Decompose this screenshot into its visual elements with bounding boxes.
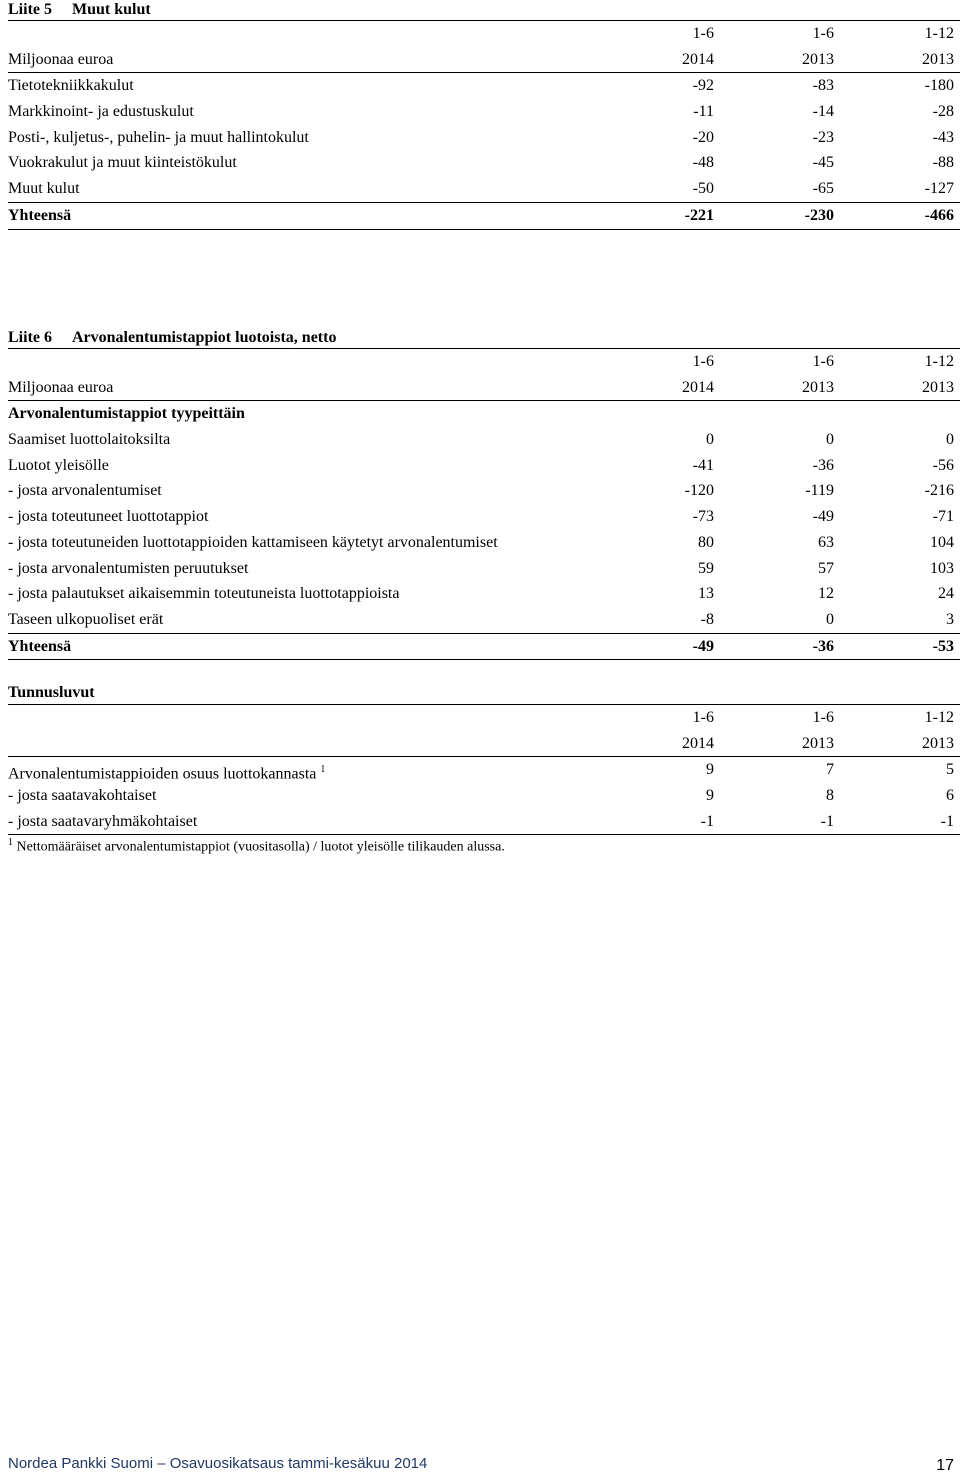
row-value: 5 [946,761,954,779]
table-row [8,150,960,176]
tunnusluvut-header-row-2 [8,731,960,758]
liite5-header-row-1 [8,21,960,47]
tunnusluvut-title: Tunnusluvut [8,682,960,705]
row-value: 57 [818,559,834,577]
row-value: -11 [693,103,714,121]
liite6-header-row-1 [8,349,960,375]
row-label: - josta saatavaryhmäkohtaiset [8,812,198,830]
row-label: - josta palautukset aikaisemmin toteutuneista luottotappioista [8,585,400,603]
row-value: 0 [946,431,954,449]
footnote-number: 1 [8,837,13,849]
row-label: Muut kulut [8,180,80,198]
liite6-unit-label: Miljoonaa euroa [8,378,114,396]
row-value: 8 [826,787,834,805]
tunnusluvut-header-row-1 [8,705,960,731]
total-value: -466 [924,206,954,224]
row-value: -83 [812,77,834,95]
table-row [8,99,960,125]
liite6-col3-period: 1-12 [924,353,954,370]
row-value: -14 [812,103,834,121]
row-label: - josta toteutuneet luottotappiot [8,508,209,526]
tunnusluvut-col2-period: 1-6 [812,709,834,726]
row-value: -56 [932,456,954,474]
table-row [8,530,960,556]
row-value: -49 [812,508,834,526]
liite5-number: Liite 5 [8,1,52,18]
total-label: Yhteensä [8,206,72,224]
footnote-text: Nettomääräiset arvonalentumistappiot (vuositasolla) / luotot yleisölle tilikauden alussa. [16,840,505,856]
row-value: 7 [826,761,834,779]
tunnusluvut-col3-year: 2013 [922,734,954,752]
liite5-unit-label: Miljoonaa euroa [8,50,114,68]
row-value: 24 [938,585,954,603]
footer-text: Nordea Pankki Suomi – Osavuosikatsaus tammi-kesäkuu 2014 [8,1455,428,1472]
row-value: 104 [930,533,954,551]
liite6-col1-period: 1-6 [692,353,714,370]
row-value: -50 [692,180,714,198]
tunnusluvut-col3-period: 1-12 [924,709,954,726]
table-row [8,757,960,783]
row-value: 6 [946,787,954,805]
table-row [8,556,960,582]
liite5-header-row-2 [8,47,960,74]
table-row [8,176,960,202]
row-value: 0 [706,431,714,449]
liite5-col3-period: 1-12 [924,25,954,42]
table-row [8,783,960,809]
row-value: -1 [820,812,834,830]
tunnusluvut-col1-year: 2014 [682,734,714,752]
row-label: Saamiset luottolaitoksilta [8,431,171,449]
liite6-col2-period: 1-6 [812,353,834,370]
total-value: -49 [692,637,714,655]
liite5-col2-period: 1-6 [812,25,834,42]
liite6-title-text: Arvonalentumistappiot luotoista, netto [72,329,337,346]
table-row [8,453,960,479]
table-row [8,607,960,633]
row-value: -1 [940,812,954,830]
liite5-total-row [8,202,960,230]
row-label: - josta arvonalentumiset [8,482,162,500]
row-value: -8 [700,610,714,628]
row-value: 80 [698,533,714,551]
liite6-subheading-row [8,401,960,427]
row-value: -180 [924,77,954,95]
row-value: -23 [812,128,834,146]
row-label: - josta toteutuneiden luottotappioiden kattamiseen käytetyt arvonalentumiset [8,533,498,551]
liite6-title [8,328,960,349]
liite6-header-row-2 [8,375,960,402]
liite6-col3-year: 2013 [922,378,954,396]
row-value: -88 [932,154,954,172]
tunnusluvut-col2-year: 2013 [802,734,834,752]
page-number: 17 [936,1457,954,1474]
liite6-total-row [8,633,960,661]
total-value: -36 [812,637,834,655]
row-value: -65 [812,180,834,198]
row-value: 13 [698,585,714,603]
footnote [8,837,960,856]
row-value: 3 [946,610,954,628]
liite5-title [8,0,960,21]
row-value: -20 [692,128,714,146]
row-value: 12 [818,585,834,603]
liite5-title-text: Muut kulut [72,1,151,18]
row-value: 103 [930,559,954,577]
row-value: 59 [698,559,714,577]
page-footer [8,1455,954,1475]
liite6-col2-year: 2013 [802,378,834,396]
row-value: -127 [924,180,954,198]
row-value: 9 [706,761,714,779]
total-value: -53 [932,637,954,655]
row-label: Vuokrakulut ja muut kiinteistökulut [8,154,237,172]
liite6-number: Liite 6 [8,329,52,346]
tunnusluvut-col1-period: 1-6 [692,709,714,726]
row-value: -1 [700,812,714,830]
row-label: Luotot yleisölle [8,456,109,474]
row-label: Markkinoint- ja edustuskulut [8,103,194,121]
table-row [8,427,960,453]
table-row [8,125,960,151]
row-value: -43 [932,128,954,146]
row-value: -120 [684,482,714,500]
total-label: Yhteensä [8,637,72,655]
tunnusluvut-section [8,682,960,856]
row-value: -41 [692,456,714,474]
liite6-col1-year: 2014 [682,378,714,396]
row-label: Posti-, kuljetus-, puhelin- ja muut hallintokulut [8,128,309,146]
table-row [8,809,960,836]
row-value: 9 [706,787,714,805]
row-value: -48 [692,154,714,172]
table-row [8,581,960,607]
row-value: -73 [692,508,714,526]
total-value: -230 [804,206,834,224]
row-label-text: Arvonalentumistappioiden osuus luottokannasta [8,765,317,783]
liite5-col1-period: 1-6 [692,25,714,42]
liite5-col1-year: 2014 [682,50,714,68]
liite6-section [8,328,960,660]
row-value: 63 [818,533,834,551]
row-value: -92 [692,77,714,95]
row-value: -216 [924,482,954,500]
table-row [8,478,960,504]
row-value: -119 [805,482,834,500]
table-row [8,504,960,530]
row-value: -36 [812,456,834,474]
total-value: -221 [684,206,714,224]
liite6-subheading: Arvonalentumistappiot tyypeittäin [8,405,245,423]
row-value: 0 [826,610,834,628]
row-label: Taseen ulkopuoliset erät [8,610,164,628]
liite5-section [8,0,960,230]
row-label: - josta arvonalentumisten peruutukset [8,559,249,577]
row-value: -71 [932,508,954,526]
liite5-col2-year: 2013 [802,50,834,68]
row-label: Tietotekniikkakulut [8,77,134,95]
row-value: 0 [826,431,834,449]
row-value: -45 [812,154,834,172]
row-label: - josta saatavakohtaiset [8,787,157,805]
row-value: -28 [932,103,954,121]
liite5-col3-year: 2013 [922,50,954,68]
table-row [8,73,960,99]
footnote-marker: 1 [320,764,326,776]
